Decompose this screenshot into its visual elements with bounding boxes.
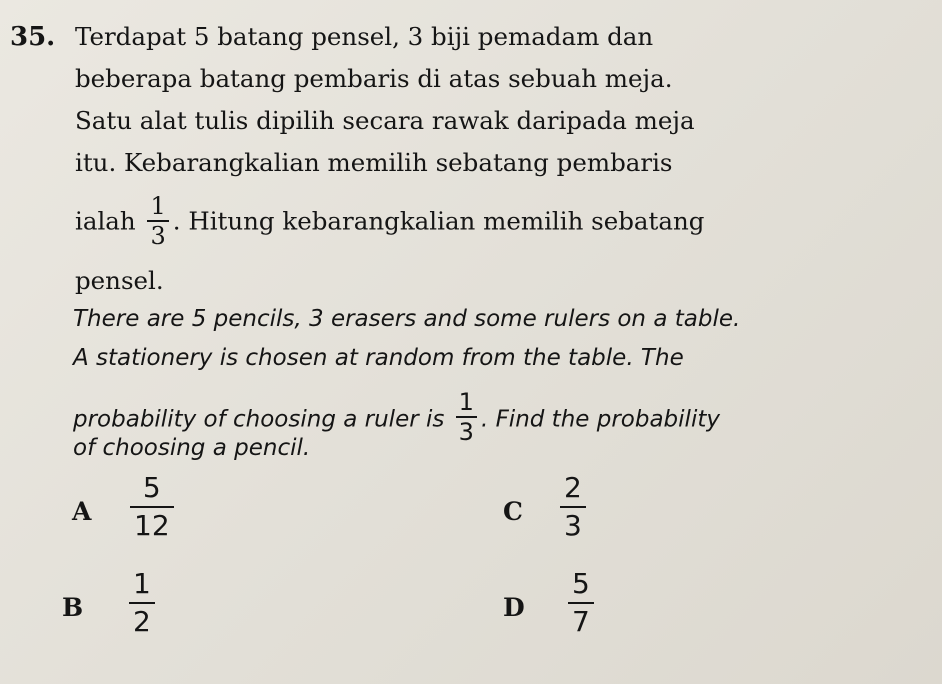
option-c-letter: C — [503, 497, 523, 526]
malay-fraction-denominator: 3 — [150, 222, 166, 250]
option-c-fraction[interactable] — [560, 471, 586, 542]
option-d-fraction[interactable] — [568, 567, 594, 638]
question-number: 35. — [10, 22, 56, 52]
malay-line-5 — [75, 192, 705, 250]
option-c-numerator: 2 — [560, 474, 586, 508]
option-b-numerator: 1 — [129, 570, 155, 604]
malay-line-3: Satu alat tulis dipilih secara rawak daripada meja — [75, 106, 695, 135]
malay-line-5-after: . Hitung kebarangkalian memilih sebatang — [172, 206, 705, 236]
option-d-denominator: 7 — [572, 605, 590, 638]
option-b-denominator: 2 — [133, 605, 151, 638]
option-d-letter: D — [503, 593, 525, 622]
option-c-denominator: 3 — [564, 509, 582, 542]
option-a-denominator: 12 — [134, 509, 170, 542]
option-b-fraction[interactable] — [129, 567, 155, 638]
option-a-numerator: 5 — [130, 474, 174, 508]
option-a-fraction[interactable] — [130, 471, 174, 542]
option-d-numerator: 5 — [568, 570, 594, 604]
malay-fraction-numerator: 1 — [147, 194, 168, 222]
english-line-1: There are 5 pencils, 3 erasers and some rulers on a table. — [73, 306, 741, 332]
english-line-4: of choosing a pencil. — [73, 435, 311, 461]
option-b-letter: B — [62, 593, 84, 622]
malay-line-2: beberapa batang pembaris di atas sebuah meja. — [75, 64, 673, 93]
malay-line-5-before: ialah — [75, 206, 136, 236]
malay-fraction — [147, 194, 168, 248]
english-line-3-after: . Find the probability — [480, 406, 720, 433]
english-line-2: A stationery is chosen at random from the table. The — [73, 345, 684, 371]
english-fraction-numerator: 1 — [456, 390, 477, 418]
english-fraction-denominator: 3 — [458, 418, 474, 446]
malay-line-1: Terdapat 5 batang pensel, 3 biji pemadam dan — [75, 22, 654, 51]
malay-line-4: itu. Kebarangkalian memilih sebatang pembaris — [75, 148, 673, 177]
english-line-3-before: probability of choosing a ruler is — [73, 406, 445, 433]
english-fraction — [456, 390, 477, 444]
malay-line-6: pensel. — [75, 266, 164, 295]
option-a-letter: A — [72, 497, 92, 526]
